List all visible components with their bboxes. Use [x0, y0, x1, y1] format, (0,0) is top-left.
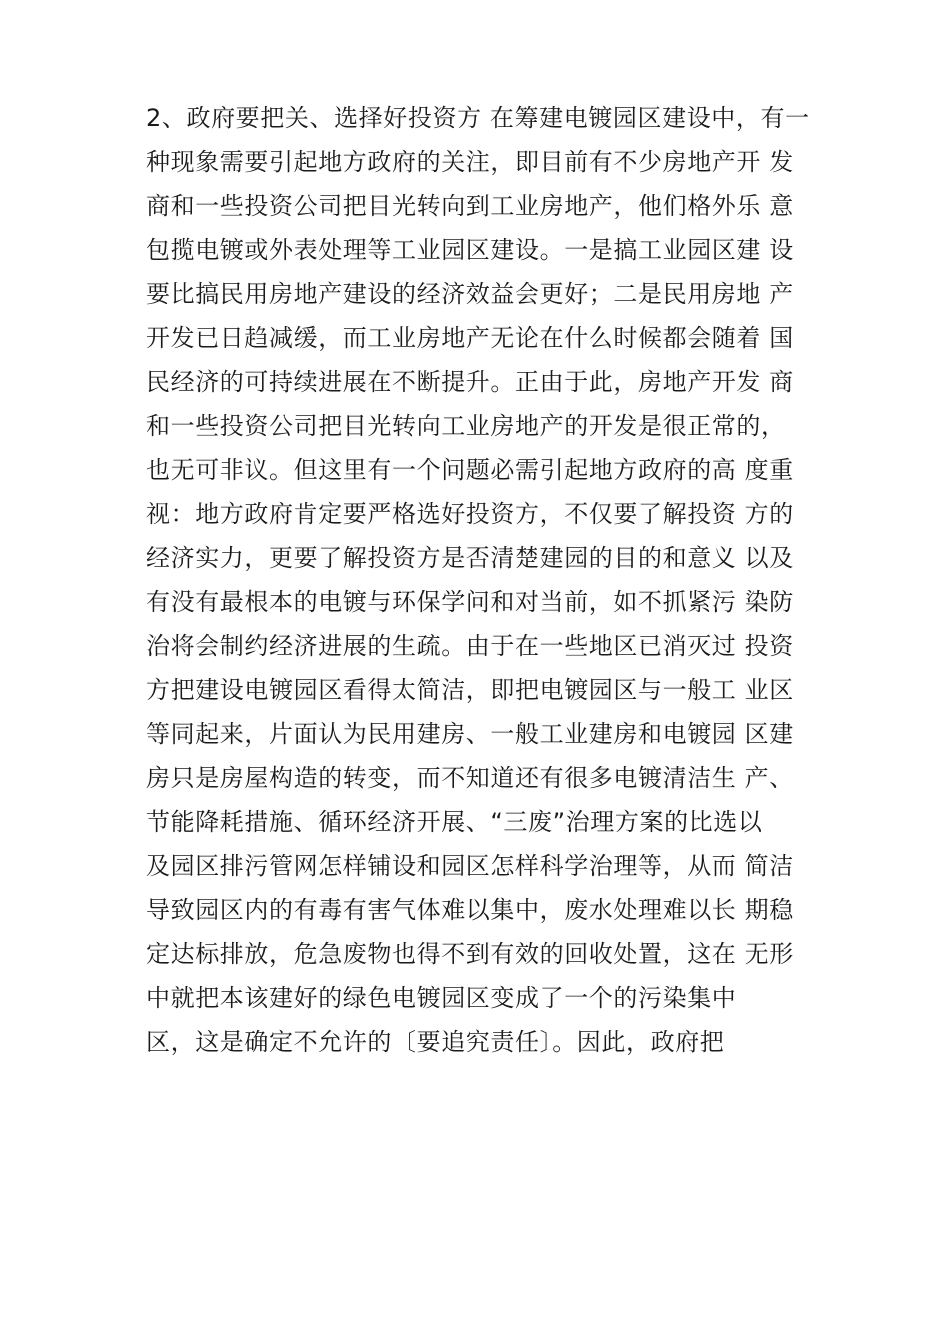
text-line: 开发已日趋减缓，而工业房地产无论在什么时候都会随着 国: [146, 324, 794, 352]
text-line: 包揽电镀或外表处理等工业园区建设。一是搞工业园区建 设: [146, 236, 794, 264]
text-line: 及园区排污管网怎样铺设和园区怎样科学治理等，从而 简洁: [146, 852, 794, 880]
text-line: 经济实力，更要了解投资方是否清楚建园的目的和意义 以及: [146, 544, 794, 572]
text-line: 房只是房屋构造的转变，而不知道还有很多电镀清洁生 产、: [146, 764, 794, 792]
text-line: 治将会制约经济进展的生疏。由于在一些地区已消灭过 投资: [146, 632, 794, 660]
text-line: 民经济的可持续进展在不断提升。正由于此，房地产开发 商: [146, 368, 794, 396]
text-line: 和一些投资公司把目光转向工业房地产的开发是很正常的，: [146, 412, 786, 440]
text-line: 视：地方政府肯定要严格选好投资方，不仅要了解投资 方的: [146, 500, 794, 528]
text-line: 节能降耗措施、循环经济开展、“三废”治理方案的比选以: [146, 808, 763, 836]
text-line: 要比搞民用房地产建设的经济效益会更好；二是民用房地 产: [146, 280, 794, 308]
text-line: 2、政府要把关、选择好投资方 在筹建电镀园区建设中，有一: [146, 104, 810, 132]
text-line: 定达标排放，危急废物也得不到有效的回收处置，这在 无形: [146, 940, 794, 968]
text-line: 导致园区内的有毒有害气体难以集中，废水处理难以长 期稳: [146, 896, 794, 924]
text-line: 等同起来，片面认为民用建房、一般工业建房和电镀园 区建: [146, 720, 794, 748]
text-line: 也无可非议。但这里有一个问题必需引起地方政府的高 度重: [146, 456, 794, 484]
text-line: 商和一些投资公司把目光转向到工业房地产，他们格外乐 意: [146, 192, 794, 220]
text-line: 区，这是确定不允许的〔要追究责任〕。因此，政府把: [146, 1028, 725, 1056]
text-line: 方把建设电镀园区看得太简洁，即把电镀园区与一般工 业区: [146, 676, 794, 704]
text-line: 种现象需要引起地方政府的关注，即目前有不少房地产开 发: [146, 148, 794, 176]
text-line: 中就把本该建好的绿色电镀园区变成了一个的污染集中: [146, 984, 737, 1012]
text-line: 有没有最根本的电镀与环保学问和对当前，如不抓紧污 染防: [146, 588, 794, 616]
